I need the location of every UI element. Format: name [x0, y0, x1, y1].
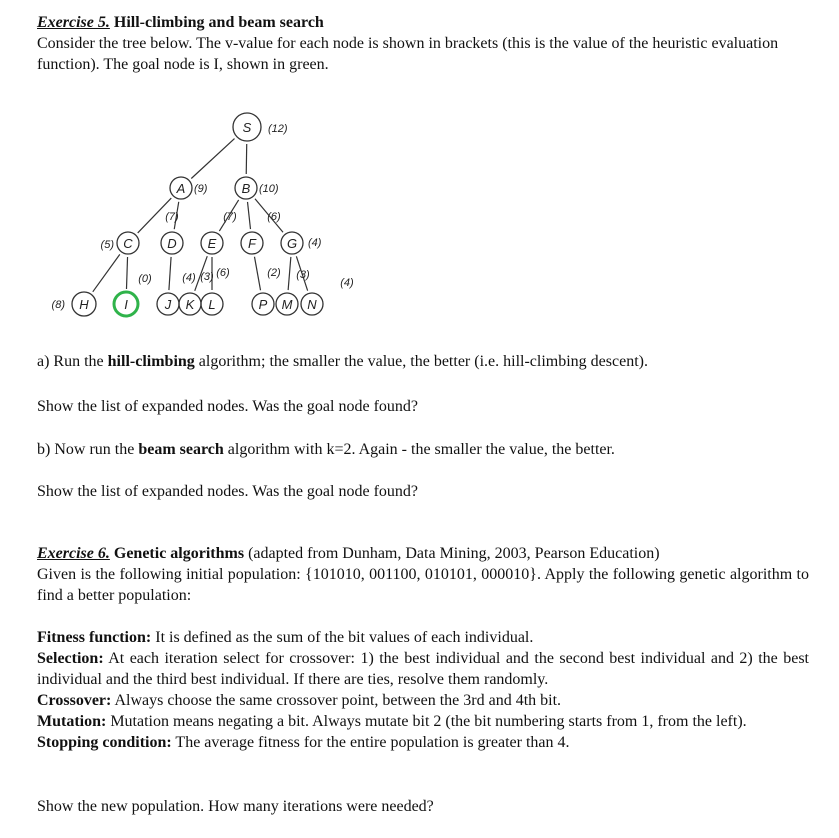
- fitness-label: Fitness function:: [37, 629, 152, 646]
- question-a-prompt: Show the list of expanded nodes. Was the goal node found?: [37, 398, 419, 415]
- exercise-5-header: [37, 12, 809, 75]
- exercise-6-source: (adapted from Dunham, Data Mining, 2003, Pearson Education): [244, 545, 660, 562]
- node-value: (12): [268, 123, 288, 135]
- mutation-text: Mutation means negating a bit. Always mutate bit 2 (the bit numbering starts from 1, from the left).: [106, 713, 747, 730]
- exercise-6-title-line: [37, 543, 809, 564]
- stopping-text: The average fitness for the entire population is greater than 4.: [171, 734, 570, 751]
- selection-text: At each iteration select for crossover: 1) the best individual and the second best individual and 2) the best individual and the third best individual. If there are ties, resolve them randomly.: [37, 650, 809, 688]
- exercise-5-title-line: [37, 12, 809, 33]
- exercise-5-intro: Consider the tree below. The v-value for each node is shown in brackets (this is the value of the heuristic evaluation function). The goal node is I, shown in green.: [37, 35, 779, 73]
- fitness-definition: [37, 627, 809, 648]
- exercise-5-question-a: [37, 351, 809, 372]
- node-value: (10): [259, 183, 279, 195]
- mutation-definition: [37, 711, 809, 732]
- question-a-suffix: algorithm; the smaller the value, the better (i.e. hill-climbing descent).: [194, 353, 648, 370]
- node-value: (2): [267, 267, 281, 279]
- question-b-prefix: b) Now run the: [37, 441, 139, 458]
- tree-edge-s-a: [191, 139, 234, 179]
- tree-node-n: [301, 277, 354, 315]
- node-label: G: [286, 236, 298, 251]
- question-b-suffix: algorithm with k=2. Again - the smaller the value, the better.: [223, 441, 615, 458]
- node-label: K: [185, 297, 195, 312]
- node-label: J: [164, 297, 172, 312]
- tree-node-h: [52, 292, 96, 316]
- node-label: B: [241, 181, 251, 196]
- node-value: (7): [165, 211, 179, 223]
- node-label: F: [248, 236, 256, 251]
- exercise-5-prompt-2: [37, 481, 809, 502]
- tree-node-e: [201, 211, 237, 254]
- exercise-5-prompt-1: [37, 396, 809, 417]
- tree-edge-c-i: [126, 257, 127, 289]
- tree-node-b: [235, 177, 279, 199]
- question-b-prompt: Show the list of expanded nodes. Was the goal node found?: [37, 483, 419, 500]
- exercise-5-question-b: [37, 439, 809, 460]
- exercise-6-header: [37, 543, 809, 606]
- node-label: I: [124, 297, 128, 312]
- crossover-definition: [37, 690, 809, 711]
- exercise-6-number: Exercise 6.: [37, 545, 110, 562]
- node-value: (6): [216, 267, 230, 279]
- tree-node-f: [241, 211, 281, 254]
- exercise-6-definitions: [37, 627, 809, 753]
- node-value: (4): [182, 272, 196, 284]
- node-value: (8): [51, 299, 65, 311]
- node-value: (4): [340, 277, 354, 289]
- selection-definition: [37, 648, 809, 690]
- node-value: (0): [138, 273, 152, 285]
- tree-node-i: [114, 273, 152, 316]
- tree-node-m: [276, 269, 310, 315]
- node-value: (9): [194, 183, 208, 195]
- tree-node-c: [101, 232, 139, 254]
- tree-edge-b-f: [248, 202, 251, 229]
- question-a-algorithm: hill-climbing: [107, 353, 195, 370]
- tree-node-g: [281, 232, 322, 254]
- exercise-5-number: Exercise 5.: [37, 14, 110, 31]
- node-label: N: [307, 297, 317, 312]
- node-label: E: [207, 236, 217, 251]
- node-label: P: [258, 297, 268, 312]
- node-label: C: [123, 236, 133, 251]
- search-tree-diagram: [20, 110, 440, 335]
- node-label: M: [281, 297, 293, 312]
- tree-node-s: [233, 113, 288, 141]
- tree-edge-f-p: [254, 257, 260, 290]
- node-value: (5): [100, 239, 114, 251]
- exercise-6-title: Genetic algorithms: [113, 545, 245, 562]
- stopping-definition: [37, 732, 809, 753]
- node-value: (4): [308, 237, 322, 249]
- crossover-text: Always choose the same crossover point, between the 3rd and 4th bit.: [111, 692, 562, 709]
- tree-edge-g-m: [288, 257, 291, 290]
- node-value: (6): [267, 211, 281, 223]
- exercise-6-prompt: [37, 796, 809, 817]
- exercise-6-question: Show the new population. How many iterations were needed?: [37, 798, 434, 815]
- tree-node-d: [161, 211, 183, 254]
- node-label: D: [167, 236, 177, 251]
- node-label: S: [242, 120, 252, 135]
- mutation-label: Mutation:: [37, 713, 107, 730]
- stopping-label: Stopping condition:: [37, 734, 172, 751]
- node-label: L: [208, 297, 216, 312]
- crossover-label: Crossover:: [37, 692, 112, 709]
- selection-label: Selection:: [37, 650, 104, 667]
- node-value: (3): [296, 269, 310, 281]
- node-label: A: [176, 181, 186, 196]
- node-value: (3): [200, 271, 214, 283]
- exercise-5-title: Hill-climbing and beam search: [113, 14, 324, 31]
- tree-node-a: [170, 177, 208, 199]
- node-value: (7): [223, 211, 237, 223]
- question-b-algorithm: beam search: [138, 441, 224, 458]
- node-label: H: [79, 297, 89, 312]
- question-a-prefix: a) Run the: [37, 353, 108, 370]
- tree-edge-c-h: [93, 254, 120, 291]
- exercise-6-intro: Given is the following initial population: {101010, 001100, 010101, 000010}. Apply the following genetic algorithm to find a better population:: [37, 566, 809, 604]
- fitness-text: It is defined as the sum of the bit values of each individual.: [151, 629, 534, 646]
- tree-edge-d-j: [169, 257, 171, 290]
